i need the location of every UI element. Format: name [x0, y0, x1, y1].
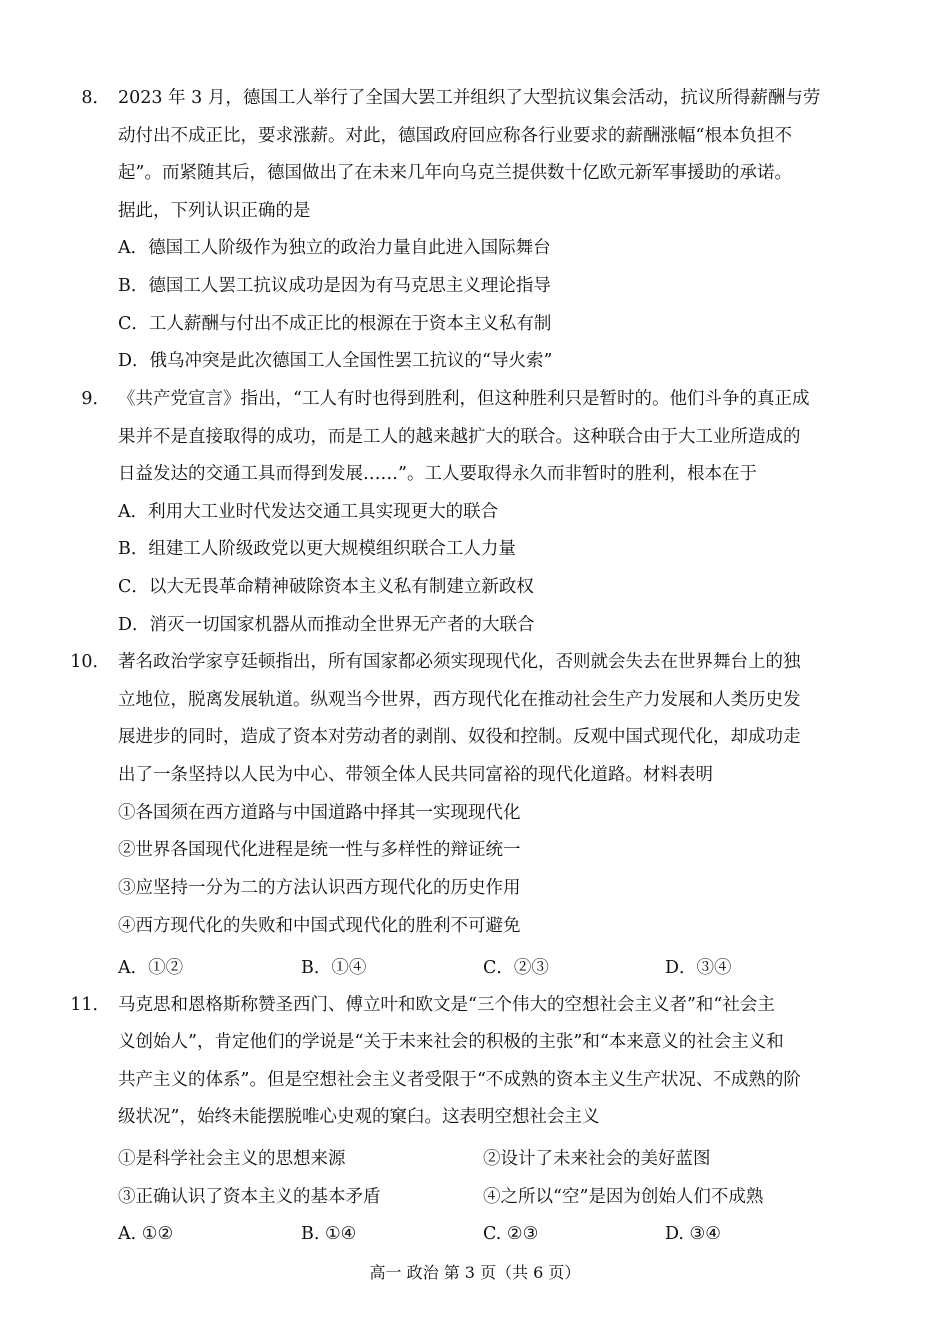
- option-d: D. ③④: [665, 1224, 721, 1244]
- question-stem-line: 义创始人”，肯定他们的学说是“关于未来社会的积极的主张”和“本来意义的社会主义和: [118, 1032, 784, 1052]
- option-a: A．①②: [118, 958, 184, 978]
- question-number: 8．: [81, 88, 110, 108]
- option-d: D．③④: [665, 958, 732, 978]
- option-c: C. ②③: [483, 1224, 539, 1244]
- option-a: A．利用大工业时代发达交通工具实现更大的联合: [118, 502, 499, 522]
- question-stem-line: 日益发达的交通工具而得到发展……”。工人要取得永久而非暂时的胜利，根本在于: [118, 464, 757, 484]
- question-stem-line: 《共产党宣言》指出，“工人有时也得到胜利，但这种胜利只是暂时的。他们斗争的真正成: [118, 389, 810, 409]
- question-stem-line: 起”。而紧随其后，德国做出了在未来几年向乌克兰提供数十亿欧元新军事援助的承诺。: [118, 163, 792, 183]
- question-stem-line: 出了一条坚持以人民为中心、带领全体人民共同富裕的现代化道路。材料表明: [118, 765, 713, 785]
- statement-2: ②设计了未来社会的美好蓝图: [483, 1149, 711, 1169]
- statement-3: ③应坚持一分为二的方法认识西方现代化的历史作用: [118, 878, 521, 898]
- option-a: A．德国工人阶级作为独立的政治力量自此进入国际舞台: [118, 238, 551, 258]
- option-b: B. ①④: [301, 1224, 357, 1244]
- question-stem-line: 2023 年 3 月，德国工人举行了全国大罢工并组织了大型抗议集会活动，抗议所得薪酬与劳: [118, 88, 821, 108]
- question-number: 11．: [70, 995, 110, 1015]
- statement-4: ④之所以“空”是因为创始人们不成熟: [483, 1187, 764, 1207]
- statement-2: ②世界各国现代化进程是统一性与多样性的辩证统一: [118, 840, 521, 860]
- option-b: B．德国工人罢工抗议成功是因为有马克思主义理论指导: [118, 276, 551, 296]
- statement-3: ③正确认识了资本主义的基本矛盾: [118, 1187, 381, 1207]
- question-stem-line: 马克思和恩格斯称赞圣西门、傅立叶和欧文是“三个伟大的空想社会主义者”和“社会主: [118, 995, 775, 1015]
- option-c: C．②③: [483, 958, 549, 978]
- question-stem-line: 级状况”，始终未能摆脱唯心史观的窠臼。这表明空想社会主义: [118, 1107, 600, 1127]
- option-d: D．俄乌冲突是此次德国工人全国性罢工抗议的“导火索”: [118, 351, 553, 371]
- question-number: 9．: [81, 389, 110, 409]
- question-stem-line: 立地位，脱离发展轨道。纵观当今世界，西方现代化在推动社会生产力发展和人类历史发: [118, 690, 801, 710]
- question-stem-line: 果并不是直接取得的成功，而是工人的越来越扩大的联合。这种联合由于大工业所造成的: [118, 427, 801, 447]
- option-a: A. ①②: [118, 1224, 174, 1244]
- option-c: C．以大无畏革命精神破除资本主义私有制建立新政权: [118, 577, 534, 597]
- option-b: B．①④: [301, 958, 367, 978]
- question-number: 10．: [70, 652, 110, 672]
- page-footer: 高一 政治 第 3 页（共 6 页）: [369, 1263, 581, 1282]
- statement-1: ①各国须在西方道路与中国道路中择其一实现现代化: [118, 803, 521, 823]
- option-c: C．工人薪酬与付出不成正比的根源在于资本主义私有制: [118, 314, 552, 334]
- statement-1: ①是科学社会主义的思想来源: [118, 1149, 346, 1169]
- option-d: D．消灭一切国家机器从而推动全世界无产者的大联合: [118, 615, 535, 635]
- statement-4: ④西方现代化的失败和中国式现代化的胜利不可避免: [118, 916, 521, 936]
- question-stem-line: 著名政治学家亨廷顿指出，所有国家都必须实现现代化，否则就会失去在世界舞台上的独: [118, 652, 801, 672]
- question-stem-line: 展进步的同时，造成了资本对劳动者的剥削、奴役和控制。反观中国式现代化，却成功走: [118, 727, 801, 747]
- question-stem-line: 共产主义的体系”。但是空想社会主义者受限于“不成熟的资本主义生产状况、不成熟的阶: [118, 1070, 801, 1090]
- question-stem-line: 动付出不成正比，要求涨薪。对此，德国政府回应称各行业要求的薪酬涨幅“根本负担不: [118, 126, 792, 146]
- question-stem-line: 据此，下列认识正确的是: [118, 201, 311, 221]
- option-b: B．组建工人阶级政党以更大规模组织联合工人力量: [118, 539, 516, 559]
